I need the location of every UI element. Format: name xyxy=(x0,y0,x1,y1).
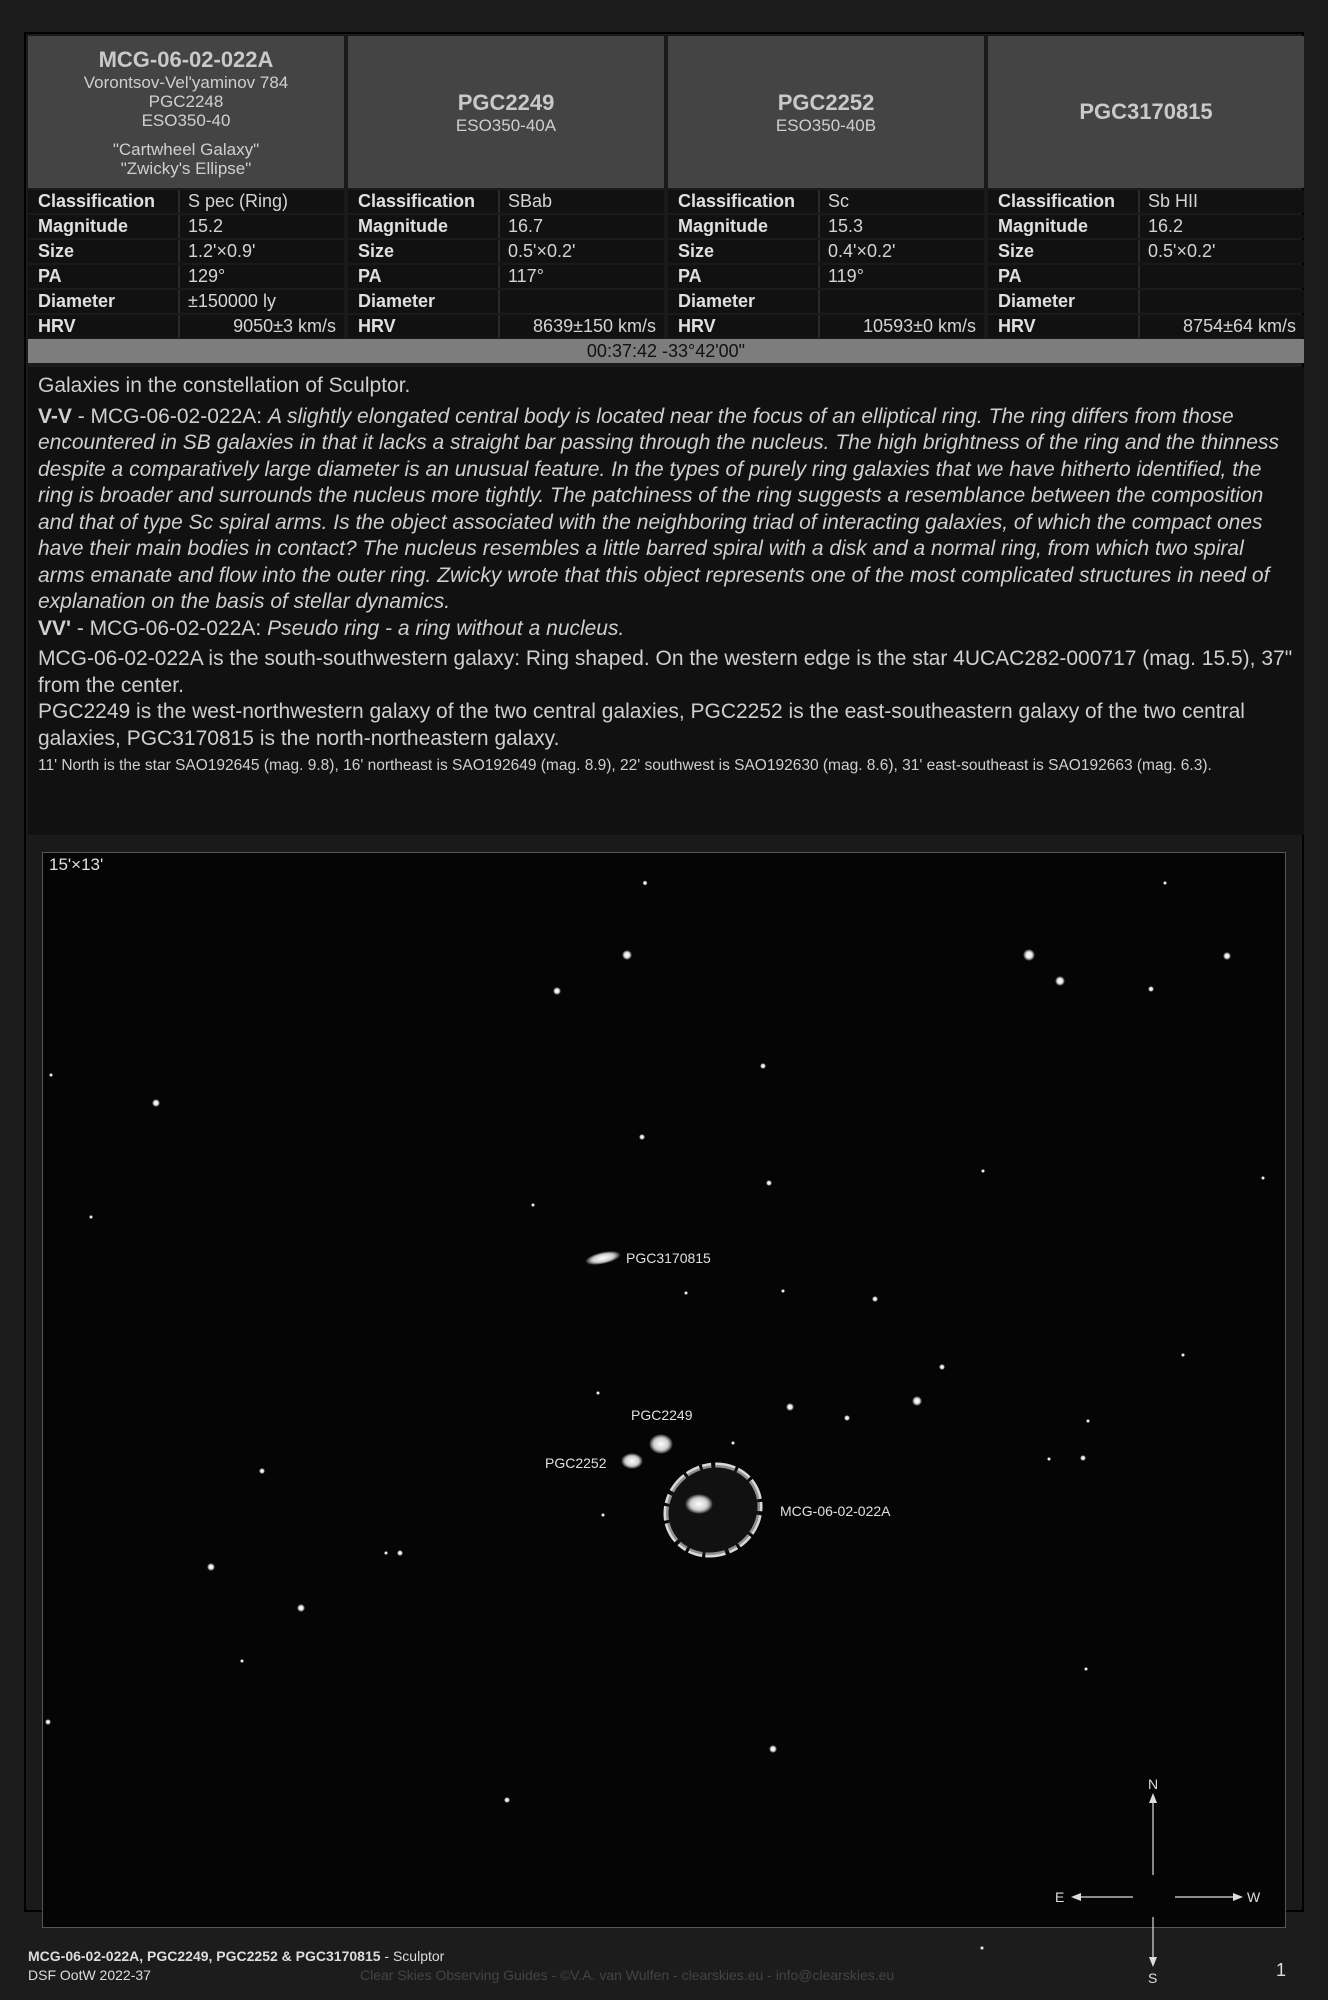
properties-col-3 xyxy=(988,190,1304,340)
property-row xyxy=(988,290,1304,313)
field-of-view: 15'×13' xyxy=(49,855,104,874)
star xyxy=(786,1403,794,1411)
star xyxy=(504,1797,510,1803)
property-value: 15.3 xyxy=(818,215,984,238)
property-row xyxy=(988,240,1304,263)
property-value: 129° xyxy=(178,265,344,288)
property-key: Diameter xyxy=(998,291,1076,311)
star xyxy=(1023,949,1035,961)
property-key: Size xyxy=(38,241,75,261)
object-alias: ESO350-40 xyxy=(141,110,231,130)
property-row xyxy=(988,265,1304,288)
property-row xyxy=(668,190,984,213)
star xyxy=(297,1604,305,1612)
label-pgc2249: PGC2249 xyxy=(631,1407,693,1423)
object-headers xyxy=(28,36,1304,188)
star xyxy=(912,1396,922,1406)
footer-credit: Clear Skies Observing Guides - ©V.A. van Wulfen - clearskies.eu - info@clearskies.eu xyxy=(360,1967,895,1983)
property-value: S pec (Ring) xyxy=(178,190,344,213)
vv-label: V-V xyxy=(38,404,72,428)
property-row xyxy=(988,315,1304,338)
object-name: PGC2252 xyxy=(777,89,875,115)
property-value: 9050±3 km/s xyxy=(178,315,344,338)
property-key: Classification xyxy=(678,191,796,211)
property-key: PA xyxy=(678,266,702,286)
property-key: PA xyxy=(998,266,1022,286)
star xyxy=(939,1364,945,1370)
vv2-object: - MCG-06-02-022A: xyxy=(71,616,268,640)
property-value: 0.4'×0.2' xyxy=(818,240,984,263)
property-value: 10593±0 km/s xyxy=(818,315,984,338)
header-col-3 xyxy=(988,36,1304,188)
property-row xyxy=(988,215,1304,238)
property-row xyxy=(988,190,1304,213)
vv-object: - MCG-06-02-022A: xyxy=(71,404,268,428)
property-key: Classification xyxy=(358,191,476,211)
property-row xyxy=(28,315,344,338)
star xyxy=(152,1099,160,1107)
label-pgc3170815: PGC3170815 xyxy=(626,1250,711,1266)
star xyxy=(684,1291,688,1295)
star xyxy=(49,1073,53,1077)
star xyxy=(1084,1667,1088,1671)
vv-paragraph xyxy=(38,404,1294,616)
footer-constellation: - Sculptor xyxy=(380,1948,445,1964)
compass-s: S xyxy=(1148,1970,1158,1986)
property-key: Classification xyxy=(38,191,156,211)
property-key: Magnitude xyxy=(358,216,448,236)
star xyxy=(1047,1457,1051,1461)
label-mcg: MCG-06-02-022A xyxy=(780,1503,891,1519)
star xyxy=(207,1563,215,1571)
property-key: Magnitude xyxy=(998,216,1088,236)
property-key: Magnitude xyxy=(678,216,768,236)
coordinates: 00:37:42 -33°42'00" xyxy=(28,339,1304,363)
property-key: Classification xyxy=(998,191,1116,211)
star xyxy=(596,1391,600,1395)
star xyxy=(1080,1455,1086,1461)
property-key: HRV xyxy=(358,316,396,336)
object-alias: ESO350-40A xyxy=(455,115,557,135)
properties-col-0 xyxy=(28,190,344,340)
header-col-0 xyxy=(28,36,344,188)
property-value: ±150000 ly xyxy=(178,290,344,313)
property-key: PA xyxy=(38,266,62,286)
header-col-1 xyxy=(348,36,664,188)
property-value: 8639±150 km/s xyxy=(498,315,664,338)
property-row xyxy=(348,265,664,288)
property-key: Magnitude xyxy=(38,216,128,236)
footer-title xyxy=(28,1948,444,1964)
properties-col-2 xyxy=(668,190,984,340)
object-alias: ESO350-40B xyxy=(775,115,877,135)
property-row xyxy=(348,190,664,213)
property-row xyxy=(348,315,664,338)
property-row xyxy=(28,290,344,313)
property-key: Size xyxy=(678,241,715,261)
property-value: 0.5'×0.2' xyxy=(498,240,664,263)
compass xyxy=(1071,1793,1243,1967)
star xyxy=(1261,1176,1265,1180)
star xyxy=(872,1296,878,1302)
star xyxy=(980,1946,984,1950)
property-row xyxy=(28,190,344,213)
star xyxy=(643,881,648,886)
star xyxy=(1163,881,1167,885)
star xyxy=(397,1550,403,1556)
property-value xyxy=(1138,265,1304,288)
property-value: SBab xyxy=(498,190,664,213)
star xyxy=(760,1063,766,1069)
property-key: HRV xyxy=(998,316,1036,336)
property-value xyxy=(498,290,664,313)
star xyxy=(766,1180,772,1186)
star xyxy=(769,1745,777,1753)
property-key: Diameter xyxy=(38,291,116,311)
property-value: 117° xyxy=(498,265,664,288)
property-row xyxy=(348,240,664,263)
compass-e: E xyxy=(1055,1889,1065,1905)
star xyxy=(844,1415,850,1421)
property-row xyxy=(668,290,984,313)
property-key: Diameter xyxy=(678,291,756,311)
property-value: 0.5'×0.2' xyxy=(1138,240,1304,263)
star xyxy=(553,987,561,995)
galaxy-pgc3170815 xyxy=(584,1248,622,1267)
star xyxy=(981,1169,985,1173)
property-row xyxy=(28,240,344,263)
object-alias: Vorontsov-Vel'yaminov 784 xyxy=(83,72,289,92)
identification-paragraph: PGC2249 is the west-northwestern galaxy of the two central galaxies, PGC2252 is the east-southeastern galaxy of the two central galaxies, PGC3170815 is the north-northeastern galaxy. xyxy=(38,700,1245,750)
property-value: 8754±64 km/s xyxy=(1138,315,1304,338)
property-value: Sb HII xyxy=(1138,190,1304,213)
property-row xyxy=(668,215,984,238)
object-nickname: "Cartwheel Galaxy" xyxy=(112,139,260,159)
property-key: Size xyxy=(358,241,395,261)
star xyxy=(384,1551,388,1555)
property-value: 16.7 xyxy=(498,215,664,238)
property-key: Size xyxy=(998,241,1035,261)
property-value xyxy=(818,290,984,313)
star xyxy=(1223,952,1231,960)
vv-text: A slightly elongated central body is located near the focus of an elliptical ring. The ring differs from those encountered in SB galaxies in that it lacks a straight bar passing through the nucleus. The high brightness of the ring and the thinness despite a comparatively large diameter is an unusual feature. In the types of purely ring galaxies that we have hitherto identified, the ring is broader and surrounds the nucleus more tightly. The patchiness of the ring suggests a resemblance between the composition and that of type Sc spiral arms. Is the object associated with the neighboring triad of interacting galaxies, of which the compact ones have their main bodies in contact? The nucleus resembles a little barred spiral with a disk and a normal ring, from which two spiral arms emanate and flow into the outer ring. Zwicky wrote that this object represents one of the most complicated structures in need of explanation on the basis of stellar dynamics. xyxy=(38,404,1279,613)
footer-objects: MCG-06-02-022A, PGC2249, PGC2252 & PGC3170815 xyxy=(28,1948,381,1964)
footer-series: DSF OotW 2022-37 xyxy=(28,1967,151,1983)
property-row xyxy=(668,315,984,338)
property-row xyxy=(348,290,664,313)
object-name: PGC3170815 xyxy=(1079,99,1213,124)
star xyxy=(259,1468,265,1474)
star xyxy=(1055,976,1065,986)
star xyxy=(1148,986,1154,992)
vv2-label: VV' xyxy=(38,616,72,640)
object-alias: PGC2248 xyxy=(148,91,224,111)
property-key: PA xyxy=(358,266,382,286)
galaxy-mcg-06-02-022a xyxy=(649,1448,776,1572)
star xyxy=(1181,1353,1185,1357)
description-panel xyxy=(28,367,1304,835)
property-key: HRV xyxy=(678,316,716,336)
property-value: 119° xyxy=(818,265,984,288)
properties-table xyxy=(28,190,1304,340)
object-name: MCG-06-02-022A xyxy=(98,46,274,72)
star xyxy=(731,1441,735,1445)
compass-w: W xyxy=(1247,1889,1261,1905)
property-row xyxy=(668,265,984,288)
properties-col-1 xyxy=(348,190,664,340)
property-value: 15.2 xyxy=(178,215,344,238)
property-value: Sc xyxy=(818,190,984,213)
intro-text: Galaxies in the constellation of Sculptor. xyxy=(38,374,411,397)
star xyxy=(240,1659,244,1663)
star xyxy=(622,950,632,960)
star xyxy=(531,1203,535,1207)
property-value xyxy=(1138,290,1304,313)
property-value: 16.2 xyxy=(1138,215,1304,238)
object-nickname: "Zwicky's Ellipse" xyxy=(120,158,252,178)
vv2-text: Pseudo ring - a ring without a nucleus. xyxy=(267,616,625,640)
galaxy-pgc2252 xyxy=(621,1453,643,1469)
stars-paragraph: 11' North is the star SAO192645 (mag. 9.8), 16' northeast is SAO192649 (mag. 8.9), 22' southwest is SAO192630 (mag. 8.6), 31' east-southeast is SAO192663 (mag. 6.3). xyxy=(38,757,1212,774)
page-number: 1 xyxy=(1275,1960,1286,1980)
star xyxy=(1086,1419,1090,1423)
star xyxy=(601,1513,605,1517)
label-pgc2252: PGC2252 xyxy=(545,1455,607,1471)
object-name: PGC2249 xyxy=(457,89,555,115)
header-col-2 xyxy=(668,36,984,188)
star xyxy=(781,1289,785,1293)
property-value: 1.2'×0.9' xyxy=(178,240,344,263)
star xyxy=(89,1215,93,1219)
compass-n: N xyxy=(1148,1776,1159,1792)
star xyxy=(639,1134,645,1140)
property-row xyxy=(348,215,664,238)
property-row xyxy=(28,265,344,288)
location-paragraph: MCG-06-02-022A is the south-southwestern galaxy: Ring shaped. On the western edge is the star 4UCAC282-000717 (mag. 15.5), 37" from the center. xyxy=(38,647,1293,697)
galaxy-pgc2249 xyxy=(649,1434,673,1454)
property-row xyxy=(668,240,984,263)
property-key: HRV xyxy=(38,316,76,336)
property-key: Diameter xyxy=(358,291,436,311)
property-row xyxy=(28,215,344,238)
vv2-paragraph xyxy=(38,616,1294,643)
star xyxy=(45,1719,51,1725)
